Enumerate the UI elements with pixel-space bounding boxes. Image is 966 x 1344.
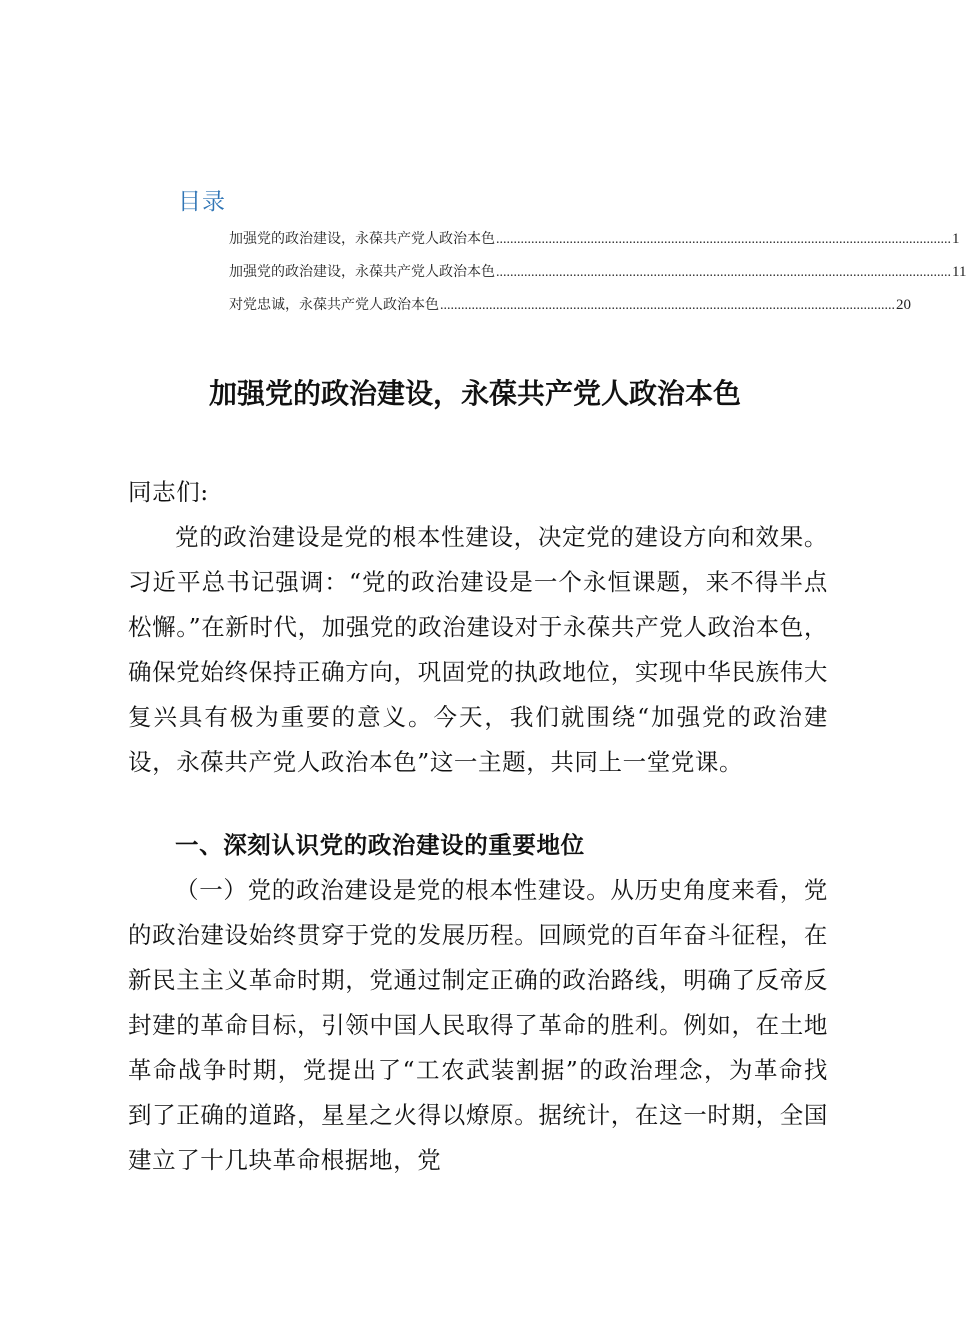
section-heading: 一、深刻认识党的政治建设的重要地位	[175, 831, 585, 859]
toc-entry-page: 1	[952, 231, 960, 247]
document-title: 加强党的政治建设，永葆共产党人政治本色	[208, 377, 741, 410]
toc-entry-text: 加强党的政治建设，永葆共产党人政治本色	[229, 264, 495, 280]
toc-leader-dots: ..................................................................................................................................	[440, 298, 895, 313]
toc-entry[interactable]	[229, 292, 911, 314]
paragraph-section-1: （一）党的政治建设是党的根本性建设。从历史角度来看，党的政治建设始终贯穿于党的发展历程。回顾党的百年奋斗征程，在新民主主义革命时期，党通过制定正确的政治路线，明确了反帝反封建的革命目标，引领中国人民取得了革命的胜利。例如，在土地革命战争时期，党提出了“工农武装割据”的政治理念，为革命找到了正确的道路，星星之火得以燎原。据统计，在这一时期，全国建立了十几块革命根据地，党	[128, 876, 828, 1174]
paragraph-intro: 党的政治建设是党的根本性建设，决定党的建设方向和效果。习近平总书记强调：“党的政治建设是一个永恒课题，来不得半点松懈。”在新时代，加强党的政治建设对于永葆共产党人政治本色，确保党始终保持正确方向，巩固党的执政地位，实现中华民族伟大复兴具有极为重要的意义。今天，我们就围绕“加强党的政治建设，永葆共产党人政治本色”这一主题，共同上一堂党课。	[128, 523, 828, 776]
toc-entry[interactable]	[229, 226, 960, 248]
toc-leader-dots: ..................................................................................................................................	[496, 232, 951, 247]
greeting: 同志们:	[128, 478, 209, 506]
toc-entry-page: 11	[952, 264, 966, 280]
toc-entry-page: 20	[896, 297, 911, 313]
toc-entry[interactable]	[229, 259, 966, 281]
toc-title: 目录	[178, 189, 226, 215]
toc-entry-text: 加强党的政治建设，永葆共产党人政治本色	[229, 231, 495, 247]
toc-entry-text: 对党忠诚，永葆共产党人政治本色	[229, 297, 439, 313]
toc-leader-dots: ..................................................................................................................................	[496, 265, 951, 280]
